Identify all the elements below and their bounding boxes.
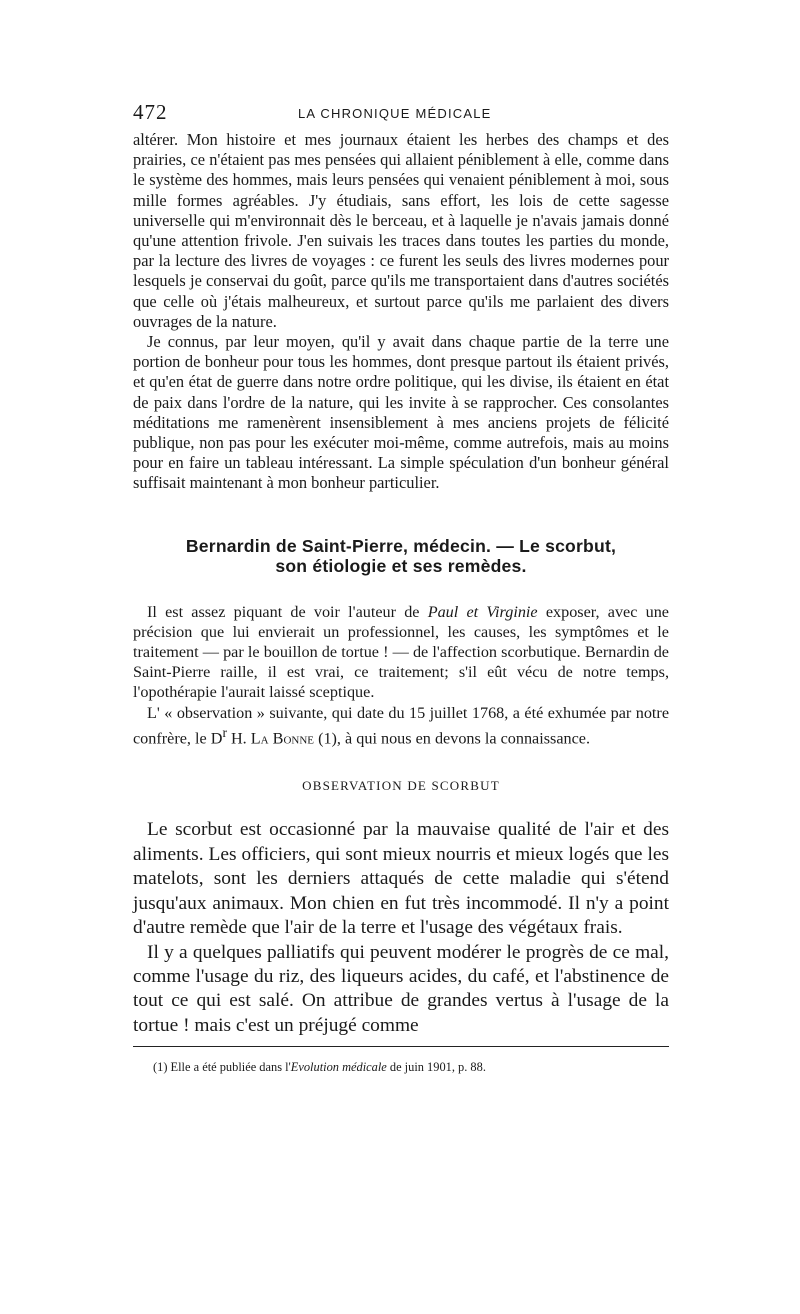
footnote-journal: Evolution médicale bbox=[290, 1060, 387, 1075]
section-heading-line-1: Bernardin de Saint-Pierre, médecin. — Le scorbut, bbox=[185, 535, 617, 556]
book-title: Paul et Virginie bbox=[427, 602, 538, 621]
intro-paragraph-1 bbox=[133, 602, 669, 703]
footnote-text-a: (1) Elle a été publiée dans l' bbox=[153, 1060, 291, 1075]
intro-p1-text-a: Il est assez piquant de voir l'auteur de bbox=[147, 602, 428, 621]
running-title: LA CHRONIQUE MÉDICALE bbox=[298, 106, 492, 121]
section-intro bbox=[133, 602, 669, 749]
footnote bbox=[153, 1059, 669, 1075]
observation-heading: OBSERVATION DE SCORBUT bbox=[302, 778, 500, 794]
intro-p2-text-c: (1), à qui nous en devons la connaissance. bbox=[314, 729, 591, 748]
quoted-passage bbox=[133, 130, 669, 494]
intro-p1-text-b: exposer, avec une précision que lui envierait un professionnel, les causes, les symptômes et le traitement — par le bouillon de tortue ! — de l'affection scorbutique. Bernardin de Saint-Pierre raille, il est vrai, ce traitement; s'il eût vécu de notre temps, l'opothérapie l'aurait laissé sceptique. bbox=[133, 602, 669, 702]
intro-p2-text-a: L' « observation » suivante, qui date du 15 juillet 1768, a été exhumée par notre confrère, le D bbox=[133, 703, 669, 748]
section-heading-line-2: son étiologie et ses remèdes. bbox=[275, 555, 527, 576]
footnote-text-b: de juin 1901, p. 88. bbox=[386, 1060, 486, 1075]
doctor-abbrev-sup: r bbox=[222, 724, 227, 740]
intro-paragraph-2 bbox=[133, 703, 669, 749]
observation-paragraph-2: Il y a quelques palliatifs qui peuvent modérer le progrès de ce mal, comme l'usage du riz, des liqueurs acides, du café, et l'abstinence de tout ce qui est salé. On attribue de grandes vertus à l'usage de la tortue ! mais c'est un préjugé comme bbox=[133, 941, 669, 1036]
intro-p2-text-b: H. bbox=[226, 729, 251, 748]
quote-paragraph-1: altérer. Mon histoire et mes journaux étaient les herbes des champs et des prairies, ce n'étaient pas mes pensées qui allaient péniblement à elle, comme dans le système des hommes, mais leurs pensées qui venaient péniblement à moi, sous mille formes agréables. J'y étudiais, sans effort, les lois de cette sagesse universelle qui m'environnait dès le berceau, et à laquelle je n'avais jamais donné qu'une attention frivole. J'en suivais les traces dans toutes les parties du monde, par la lecture des livres de voyages : ce furent les seuls des livres modernes pour lesquels je conservai du goût, parce qu'ils me transportaient dans d'autres sociétés que celle où j'étais malheureux, et surtout parce qu'ils me parlaient des divers ouvrages de la nature. bbox=[133, 130, 669, 331]
author-name: La Bonne bbox=[250, 729, 315, 748]
running-head bbox=[133, 100, 669, 124]
observation-paragraph-1: Le scorbut est occasionné par la mauvaise qualité de l'air et des aliments. Les officiers, qui sont mieux nourris et mieux logés que les matelots, sont les derniers attaqués de cette maladie qui s'étend jusqu'aux animaux. Mon chien en fut très incommodé. Il n'y a point d'autre remède que l'air de la terre et l'usage des végétaux frais. bbox=[133, 819, 669, 939]
page-number: 472 bbox=[133, 100, 168, 124]
observation-text bbox=[133, 818, 669, 1038]
section-heading bbox=[133, 536, 669, 576]
footnote-divider bbox=[133, 1046, 669, 1047]
quote-paragraph-2: Je connus, par leur moyen, qu'il y avait dans chaque partie de la terre une portion de bonheur pour tous les hommes, dont presque partout ils étaient privés, et qu'en état de guerre dans notre ordre politique, qui les divise, ils étaient en état de paix dans l'ordre de la nature, qui les invite à se rapprocher. Ces consolantes méditations me ramenèrent insensiblement à mes anciens projets de félicité publique, non pas pour les exécuter moi-même, comme autrefois, mais au moins pour en faire un tableau intéressant. La simple spéculation d'un bonheur général suffisait maintenant à mon bonheur particulier. bbox=[133, 332, 669, 493]
document-page bbox=[133, 100, 669, 1075]
